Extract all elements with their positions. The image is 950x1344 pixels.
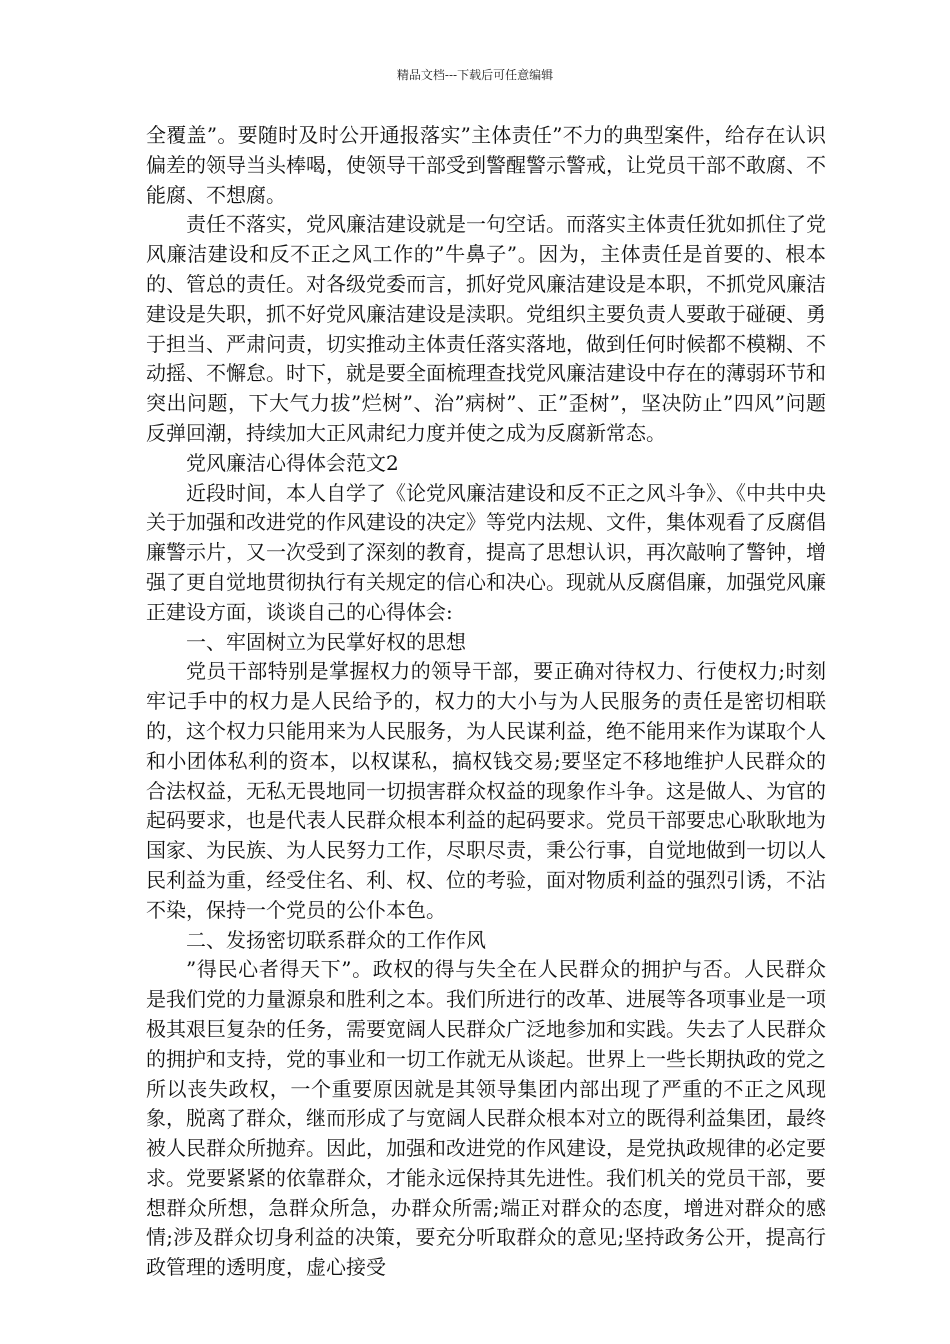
- section-heading-2: 二、发扬密切联系群众的工作作风: [186, 927, 486, 952]
- paragraph: 党员干部特别是掌握权力的领导干部，要正确对待权力、行使权力;时刻牢记手中的权力是人民给予的，权力的大小与为人民服务的责任是密切相联的，这个权力只能用来为人民服务，为人民谋利益，绝不能用来作为谋取个人和小团体私利的资本，以权谋私，搞权钱交易;要坚定不移地维护人民群众的合法权益，无私无畏地同一切损害群众权益的现象作斗争。这是做人、为官的起码要求，也是代表人民群众根本利益的起码要求。党员干部要忠心耿耿地为国家、为民族、为人民努力工作，尽职尽责，秉公行事，自觉地做到一切以人民利益为重，经受住名、利、权、位的考验，面对物质利益的强烈引诱，不沾不染，保持一个党员的公仆本色。: [146, 659, 826, 922]
- paragraph: ”得民心者得天下”。政权的得与失全在人民群众的拥护与否。人民群众是我们党的力量源泉和胜利之本。我们所进行的改革、进展等各项事业是一项极其艰巨复杂的任务，需要宽阔人民群众广泛地参加和实践。失去了人民群众的拥护和支持，党的事业和一切工作就无从谈起。世界上一些长期执政的党之所以丧失政权，一个重要原因就是其领导集团内部出现了严重的不正之风现象，脱离了群众，继而形成了与宽阔人民群众根本对立的既得利益集团，最终被人民群众所抛弃。因此，加强和改进党的作风建设，是党执政规律的必定要求。党要紧紧的依靠群众，才能永远保持其先进性。我们机关的党员干部，要想群众所想，急群众所急，办群众所需;端正对群众的态度，增进对群众的感情;涉及群众切身利益的决策，要充分听取群众的意见;坚持政务公开，提高行政管理的透明度，虚心接受: [146, 957, 826, 1280]
- document-body: [146, 121, 826, 1283]
- paragraph: 责任不落实，党风廉洁建设就是一句空话。而落实主体责任犹如抓住了党风廉洁建设和反不正之风工作的”牛鼻子”。因为，主体责任是首要的、根本的、管总的责任。对各级党委而言，抓好党风廉洁建设是本职，不抓党风廉洁建设是失职，抓不好党风廉洁建设是渎职。党组织主要负责人要敢于碰硬、勇于担当、严肃问责，切实推动主体责任落实落地，做到任何时候都不模糊、不动摇、不懈怠。时下，就是要全面梳理查找党风廉洁建设中存在的薄弱环节和突出问题，下大气力拔”烂树”、治”病树”、正”歪树”，坚决防止”四风”问题反弹回潮，持续加大正风肃纪力度并使之成为反腐新常态。: [146, 212, 826, 445]
- section-heading-1: 一、牢固树立为民掌好权的思想: [186, 629, 466, 654]
- paragraph-continued: 全覆盖”。要随时及时公开通报落实”主体责任”不力的典型案件，给存在认识偏差的领导当头棒喝，使领导干部受到警醒警示警戒，让党员干部不敢腐、不能腐、不想腐。: [146, 123, 826, 207]
- paragraph: 近段时间，本人自学了《论党风廉洁建设和反不正之风斗争》、《中共中央关于加强和改进党的作风建设的决定》等党内法规、文件，集体观看了反腐倡廉警示片，又一次受到了深刻的教育，提高了思想认识，再次敲响了警钟，增强了更自觉地贯彻执行有关规定的信心和决心。现就从反腐倡廉，加强党风廉正建设方面，谈谈自己的心得体会:: [146, 480, 826, 624]
- section-title: 党风廉洁心得体会范文2: [186, 450, 399, 475]
- page-header: 精品文档---下载后可任意编辑: [396, 68, 554, 82]
